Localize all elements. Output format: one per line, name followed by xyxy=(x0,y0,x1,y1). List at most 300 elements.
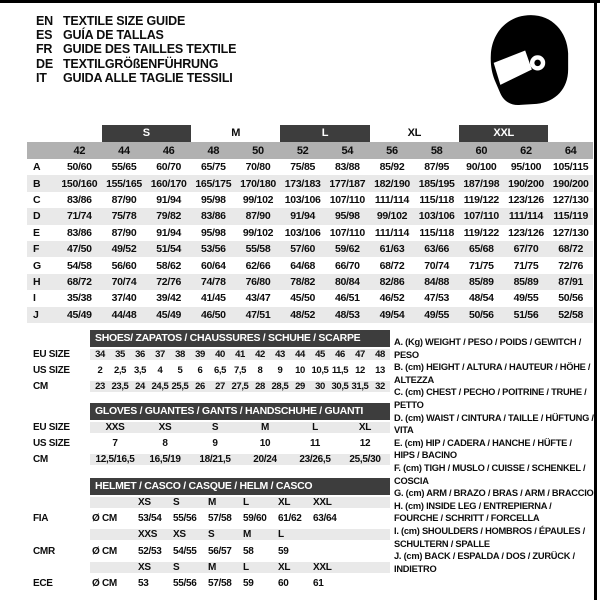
measurement-row-e xyxy=(27,225,593,241)
measurement-cell: 150/160 xyxy=(61,177,98,190)
unit-cell: Ø CM xyxy=(92,513,117,525)
size-cell: 9 xyxy=(212,438,218,450)
size-cell: 11,5 xyxy=(331,365,349,377)
size-cell: 55/56 xyxy=(173,578,197,590)
standard-label: FIA xyxy=(33,513,49,525)
size-cell: 45 xyxy=(315,349,325,361)
size-cell: 47 xyxy=(355,349,365,361)
size-group-xl: XL xyxy=(407,126,422,139)
measurement-cell: 103/106 xyxy=(418,210,455,223)
measurement-cell: 46/52 xyxy=(379,292,405,305)
size-cell: 10,5 xyxy=(311,365,329,377)
measurement-cell: 87/95 xyxy=(424,161,450,174)
size-cell: 23,5 xyxy=(111,381,129,393)
size-cell: L xyxy=(278,529,284,541)
measurement-cell: 115/118 xyxy=(419,193,455,206)
measurement-cell: 49/55 xyxy=(513,292,539,305)
size-cell: 13 xyxy=(375,365,385,377)
measurement-cell: 35/38 xyxy=(66,292,92,305)
size-cell: 2,5 xyxy=(113,365,126,377)
size-cell: S xyxy=(211,422,219,434)
size-cell: 53/54 xyxy=(138,513,162,525)
measurement-cell: 63/66 xyxy=(424,243,450,256)
row-values xyxy=(90,546,390,557)
unit-cell: Ø CM xyxy=(92,578,117,590)
row-sizes xyxy=(90,529,390,540)
size-cell: 23/26,5 xyxy=(299,454,331,466)
size-cell: XS xyxy=(158,422,172,434)
legend-item: A. (Kg) WEIGHT / PESO / POIDS / GEWITCH / PESO xyxy=(394,337,582,360)
measurement-cell: 111/114 xyxy=(374,226,410,239)
size-cell: 54/55 xyxy=(173,545,197,557)
measurement-cell: 68/72 xyxy=(558,243,584,256)
measurement-cell: 90/100 xyxy=(466,161,497,174)
measurement-cell: 78/82 xyxy=(290,275,316,288)
measurement-cell: 103/106 xyxy=(284,193,321,206)
row-label: C xyxy=(33,193,41,206)
measurement-cell: 58/62 xyxy=(156,259,182,272)
measurement-cell: 66/70 xyxy=(334,259,360,272)
size-cell: 30,5 xyxy=(331,381,349,393)
measurement-cell: 127/130 xyxy=(552,193,589,206)
measurement-cell: 39/42 xyxy=(156,292,182,305)
row-sizes xyxy=(90,497,390,508)
size-cell: 58 xyxy=(243,545,254,557)
measurement-cell: 105/115 xyxy=(553,161,589,174)
measurement-cell: 76/80 xyxy=(245,275,271,288)
measurement-cell: 68/72 xyxy=(66,275,92,288)
row-values xyxy=(90,422,390,433)
size-group-s: S xyxy=(102,125,191,142)
size-cell: 56/57 xyxy=(208,545,232,557)
measurement-cell: 79/82 xyxy=(156,210,182,223)
language-code: EN xyxy=(36,14,53,28)
size-cell: XL xyxy=(278,497,291,509)
measurement-cell: 70/74 xyxy=(111,275,137,288)
measurement-cell: 44/48 xyxy=(111,308,137,321)
measurement-cell: 111/114 xyxy=(508,210,544,223)
measurement-row-j xyxy=(27,307,593,323)
size-cell: 43 xyxy=(275,349,285,361)
measurement-cell: 182/190 xyxy=(374,177,410,190)
measurement-cell: 70/80 xyxy=(245,161,271,174)
legend-item: E. (cm) HIP / CADERA / HANCHE / HÜFTE / HIPS / BACINO xyxy=(394,437,572,461)
measurement-cell: 45/49 xyxy=(156,308,182,321)
measurement-cell: 75/85 xyxy=(290,161,316,174)
measurement-legend xyxy=(394,336,594,575)
size-cell: XXS xyxy=(138,529,158,541)
measurement-cell: 47/50 xyxy=(66,243,92,256)
size-cell: S xyxy=(173,497,180,509)
measurement-cell: 49/54 xyxy=(379,308,405,321)
measurement-cell: 48/52 xyxy=(290,308,316,321)
right-border-line xyxy=(594,0,597,600)
measurement-cell: 54/58 xyxy=(66,259,92,272)
shoes-section-header: SHOES/ ZAPATOS / CHAUSSURES / SCHUHE / SCARPE xyxy=(90,330,390,347)
measurement-cell: 123/126 xyxy=(508,226,544,239)
measurement-cell: 59/62 xyxy=(334,243,360,256)
size-column-header: 50 xyxy=(252,144,264,157)
measurement-cell: 95/98 xyxy=(200,193,226,206)
size-cell: 40 xyxy=(215,349,225,361)
size-cell: XL xyxy=(358,422,372,434)
row-label: I xyxy=(33,292,36,305)
row-label: US SIZE xyxy=(33,365,70,377)
size-cell: 57/58 xyxy=(208,513,232,525)
measurement-cell: 47/51 xyxy=(245,308,271,321)
row-label: G xyxy=(33,259,41,272)
measurement-cell: 74/78 xyxy=(200,275,226,288)
measurement-cell: 115/119 xyxy=(553,210,589,223)
row-label: CM xyxy=(33,454,48,466)
size-cell: XXS xyxy=(105,422,125,434)
language-code: IT xyxy=(36,70,47,85)
measurement-cell: 50/56 xyxy=(558,292,584,305)
helmet-section-header: HELMET / CASCO / CASQUE / HELM / CASCO xyxy=(90,478,390,495)
measurement-cell: 87/90 xyxy=(111,226,137,239)
size-cell: L xyxy=(243,497,249,509)
size-cell: 16,5/19 xyxy=(149,454,181,466)
size-cell: 23 xyxy=(95,381,105,393)
racing-helmet-icon xyxy=(487,13,571,112)
size-cell: S xyxy=(173,561,180,573)
size-cell: 61/62 xyxy=(278,513,302,525)
measurement-cell: 91/94 xyxy=(156,226,182,239)
size-column-header: 60 xyxy=(475,144,488,157)
size-cell: 31,5 xyxy=(351,381,369,393)
measurement-cell: 85/89 xyxy=(468,275,494,288)
measurement-cell: 60/70 xyxy=(156,161,182,174)
size-cell: 61 xyxy=(313,578,324,590)
helmet-values-row xyxy=(30,575,590,591)
size-cell: 34 xyxy=(95,349,105,361)
size-cell: 9 xyxy=(277,365,283,377)
measurement-cell: 83/86 xyxy=(200,210,226,223)
size-cell: 27,5 xyxy=(231,381,249,393)
measurement-cell: 87/91 xyxy=(558,275,584,288)
measurement-cell: 107/110 xyxy=(329,193,365,206)
size-cell: 10 xyxy=(259,438,271,450)
measurement-row-h xyxy=(27,274,593,290)
measurement-cell: 85/92 xyxy=(379,161,405,174)
measurement-cell: 84/88 xyxy=(424,275,450,288)
measurement-cell: 71/74 xyxy=(66,210,92,223)
size-cell: 7 xyxy=(112,438,118,450)
unit-cell: Ø CM xyxy=(92,545,117,557)
row-values xyxy=(90,349,390,360)
measurement-cell: 65/68 xyxy=(468,243,494,256)
size-cell: 20/24 xyxy=(253,454,277,466)
size-cell: 60 xyxy=(278,578,289,590)
size-column-header: 58 xyxy=(430,144,443,157)
row-label: EU SIZE xyxy=(33,349,70,361)
row-label: F xyxy=(33,243,40,256)
measurement-cell: 82/86 xyxy=(379,275,405,288)
size-number-row xyxy=(27,142,593,159)
measurement-row-i xyxy=(27,290,593,306)
size-cell: 28,5 xyxy=(271,381,289,393)
measurement-cell: 99/102 xyxy=(242,226,274,239)
size-cell: M xyxy=(208,561,217,573)
measurement-cell: 45/50 xyxy=(290,292,316,305)
size-cell: XS xyxy=(138,561,151,573)
row-label: B xyxy=(33,177,41,190)
row-label: E xyxy=(33,226,40,239)
measurement-row-d xyxy=(27,208,593,224)
measurement-cell: 190/200 xyxy=(552,177,589,190)
measurement-cell: 95/98 xyxy=(334,210,360,223)
standard-label: ECE xyxy=(33,578,53,590)
measurement-cell: 45/49 xyxy=(66,308,92,321)
standard-label: CMR xyxy=(33,545,55,557)
size-cell: XL xyxy=(278,561,291,573)
language-title: GUÍA DE TALLAS xyxy=(63,28,164,43)
measurement-cell: 127/130 xyxy=(552,226,589,239)
language-row xyxy=(36,28,236,42)
size-cell: 29 xyxy=(295,381,305,393)
size-cell: 53 xyxy=(138,578,149,590)
measurement-cell: 41/45 xyxy=(200,292,226,305)
measurement-cell: 72/76 xyxy=(558,259,584,272)
row-label: US SIZE xyxy=(33,438,70,450)
size-cell: S xyxy=(208,529,215,541)
measurement-cell: 68/72 xyxy=(379,259,405,272)
size-cell: 3,5 xyxy=(133,365,146,377)
measurement-cell: 49/52 xyxy=(111,243,137,256)
size-cell: 44 xyxy=(295,349,305,361)
language-title: GUIDE DES TAILLES TEXTILE xyxy=(63,42,237,57)
legend-item: B. (cm) HEIGHT / ALTURA / HAUTEUR / HÖHE / ALTEZZA xyxy=(394,362,591,385)
size-cell: M xyxy=(260,422,270,434)
measurement-cell: 50/56 xyxy=(468,308,494,321)
measurement-cell: 91/94 xyxy=(290,210,316,223)
measurement-cell: 64/68 xyxy=(290,259,316,272)
row-values xyxy=(90,381,390,392)
size-group-xxl: XXL xyxy=(459,125,548,142)
row-sizes xyxy=(90,562,390,573)
size-cell: 41 xyxy=(235,349,245,361)
size-cell: 25,5 xyxy=(171,381,189,393)
measurement-cell: 95/98 xyxy=(200,226,226,239)
language-row xyxy=(36,14,236,28)
size-cell: 42 xyxy=(255,349,265,361)
language-header xyxy=(36,14,236,85)
size-cell: 24 xyxy=(135,381,145,393)
measurement-cell: 185/195 xyxy=(418,177,455,190)
measurement-cell: 71/75 xyxy=(468,259,494,272)
size-group-m: M xyxy=(231,126,241,139)
measurement-cell: 43/47 xyxy=(245,292,271,305)
legend-item: J. (cm) BACK / ESPALDA / DOS / ZURÜCK / INDIETRO xyxy=(394,551,575,574)
row-values xyxy=(90,513,390,524)
gloves-section-header: GLOVES / GUANTES / GANTS / HANDSCHUHE / GUANTI xyxy=(90,403,390,420)
measurement-cell: 70/74 xyxy=(424,259,450,272)
size-cell: 52/53 xyxy=(138,545,162,557)
measurement-cell: 95/100 xyxy=(510,161,542,174)
measurement-cell: 85/89 xyxy=(513,275,539,288)
size-cell: 39 xyxy=(195,349,205,361)
size-cell: 59/60 xyxy=(243,513,267,525)
size-cell: 57/58 xyxy=(208,578,232,590)
size-column-header: 48 xyxy=(207,144,220,157)
legend-item: C. (cm) CHEST / PECHO / POITRINE / TRUHE / PETTO xyxy=(394,387,587,410)
measurement-row-g xyxy=(27,257,593,273)
size-cell: M xyxy=(208,497,217,509)
top-border-line xyxy=(0,0,600,3)
measurement-cell: 111/114 xyxy=(374,193,410,206)
measurement-cell: 71/75 xyxy=(513,259,539,272)
measurement-cell: 99/102 xyxy=(376,210,408,223)
measurement-cell: 75/78 xyxy=(111,210,137,223)
size-cell: XXL xyxy=(313,561,332,573)
size-cell: 59 xyxy=(278,545,289,557)
size-cell: 25,5/30 xyxy=(349,454,381,466)
language-code: ES xyxy=(36,28,53,43)
row-label: CM xyxy=(33,381,48,393)
measurement-cell: 46/51 xyxy=(334,292,360,305)
measurement-cell: 53/56 xyxy=(200,243,226,256)
measurement-cell: 87/90 xyxy=(245,210,271,223)
measurement-cell: 103/106 xyxy=(284,226,321,239)
language-title: TEXTILGRÖßENFÜHRUNG xyxy=(63,56,219,71)
measurement-cell: 119/122 xyxy=(463,226,499,239)
size-cell: 12 xyxy=(355,365,365,377)
size-cell: 8 xyxy=(257,365,263,377)
measurement-cell: 107/110 xyxy=(329,226,365,239)
measurement-cell: 173/183 xyxy=(284,177,321,190)
size-cell: 12,5/16,5 xyxy=(95,454,135,466)
measurement-cell: 48/53 xyxy=(334,308,360,321)
measurement-row-b xyxy=(27,175,593,191)
size-cell: 26 xyxy=(195,381,205,393)
legend-item: D. (cm) WAIST / CINTURA / TAILLE / HÜFTUNG / VITA xyxy=(394,412,594,436)
row-values xyxy=(90,454,390,465)
measurement-row-a xyxy=(27,159,593,175)
measurement-cell: 160/170 xyxy=(150,177,187,190)
size-column-header: 54 xyxy=(341,144,354,157)
measurement-row-f xyxy=(27,241,593,257)
size-cell: 12 xyxy=(359,438,371,450)
measurement-row-c xyxy=(27,192,593,208)
size-cell: 48 xyxy=(375,349,385,361)
size-column-header: 42 xyxy=(73,144,86,157)
measurement-cell: 87/90 xyxy=(111,193,137,206)
measurement-cell: 62/66 xyxy=(245,259,271,272)
measurement-cell: 107/110 xyxy=(463,210,499,223)
size-cell: 2 xyxy=(97,365,103,377)
textile-size-table xyxy=(27,124,593,323)
language-title: GUIDA ALLE TAGLIE TESSILI xyxy=(63,70,233,85)
measurement-cell: 51/56 xyxy=(513,308,539,321)
measurement-cell: 50/60 xyxy=(66,161,92,174)
size-cell: 37 xyxy=(155,349,165,361)
size-group-l: L xyxy=(280,125,369,142)
size-cell: 63/64 xyxy=(313,513,337,525)
language-code: DE xyxy=(36,56,53,71)
size-cell: 32 xyxy=(375,381,385,393)
language-title: TEXTILE SIZE GUIDE xyxy=(63,14,186,28)
size-cell: 24,5 xyxy=(151,381,169,393)
size-cell: XXL xyxy=(313,497,332,509)
measurement-cell: 46/50 xyxy=(200,308,226,321)
measurement-cell: 119/122 xyxy=(463,193,499,206)
size-cell: 6 xyxy=(197,365,203,377)
measurement-cell: 55/58 xyxy=(245,243,271,256)
measurement-cell: 60/64 xyxy=(200,259,226,272)
measurement-cell: 83/86 xyxy=(66,226,92,239)
size-column-header: 46 xyxy=(162,144,175,157)
measurement-cell: 165/175 xyxy=(195,177,232,190)
size-cell: L xyxy=(243,561,249,573)
row-label: J xyxy=(33,308,39,321)
size-cell: 6,5 xyxy=(213,365,226,377)
row-values xyxy=(90,578,390,589)
measurement-cell: 155/165 xyxy=(106,177,142,190)
measurement-cell: 55/65 xyxy=(111,161,137,174)
language-row xyxy=(36,71,236,85)
size-column-header: 56 xyxy=(386,144,398,157)
size-cell: 35 xyxy=(115,349,125,361)
measurement-cell: 52/58 xyxy=(558,308,584,321)
size-column-header: 64 xyxy=(564,144,577,157)
size-cell: 46 xyxy=(335,349,345,361)
measurement-cell: 47/53 xyxy=(424,292,450,305)
size-cell: 10 xyxy=(295,365,305,377)
measurement-cell: 48/54 xyxy=(468,292,494,305)
size-cell: 4 xyxy=(157,365,163,377)
language-row xyxy=(36,57,236,71)
size-cell: 38 xyxy=(175,349,185,361)
size-cell: 55/56 xyxy=(173,513,197,525)
measurement-cell: 65/75 xyxy=(200,161,226,174)
row-label: H xyxy=(33,275,41,288)
size-column-header: 52 xyxy=(296,144,309,157)
size-cell: 27 xyxy=(215,381,225,393)
measurement-cell: 51/54 xyxy=(156,243,182,256)
language-code: FR xyxy=(36,42,53,57)
measurement-cell: 61/63 xyxy=(379,243,405,256)
row-values xyxy=(90,438,390,449)
size-cell: L xyxy=(312,422,318,434)
measurement-cell: 56/60 xyxy=(111,259,137,272)
measurement-cell: 190/200 xyxy=(508,177,544,190)
size-column-header: 62 xyxy=(520,144,532,157)
measurement-cell: 67/70 xyxy=(513,243,539,256)
row-label: A xyxy=(33,161,41,174)
row-label: D xyxy=(33,210,41,223)
legend-item: G. (cm) ARM / BRAZO / BRAS / ARM / BRACCIO xyxy=(394,488,594,499)
size-cell: XS xyxy=(173,529,186,541)
measurement-cell: 83/88 xyxy=(334,161,360,174)
legend-item: I. (cm) SHOULDERS / HOMBROS / ÉPAULES / SCHULTERN / SPALLE xyxy=(394,525,586,549)
legend-item: F. (cm) TIGH / MUSLO / CUISSE / SCHENKEL / COSCIA xyxy=(394,462,586,486)
measurement-cell: 170/180 xyxy=(240,177,276,190)
row-values xyxy=(90,365,390,376)
size-group-row xyxy=(27,124,593,142)
size-column-header: 44 xyxy=(118,144,130,157)
measurement-cell: 99/102 xyxy=(242,193,274,206)
row-label: EU SIZE xyxy=(33,422,70,434)
measurement-cell: 123/126 xyxy=(508,193,544,206)
measurement-cell: 187/198 xyxy=(463,177,500,190)
measurement-cell: 57/60 xyxy=(290,243,316,256)
measurement-cell: 91/94 xyxy=(156,193,182,206)
language-row xyxy=(36,42,236,56)
measurement-cell: 177/187 xyxy=(329,177,366,190)
measurement-cell: 115/118 xyxy=(419,226,455,239)
measurement-cell: 49/55 xyxy=(424,308,450,321)
legend-item: H. (cm) INSIDE LEG / ENTREPIERNA / FOURCHE / SCHRITT / FORCELLA xyxy=(394,500,552,524)
